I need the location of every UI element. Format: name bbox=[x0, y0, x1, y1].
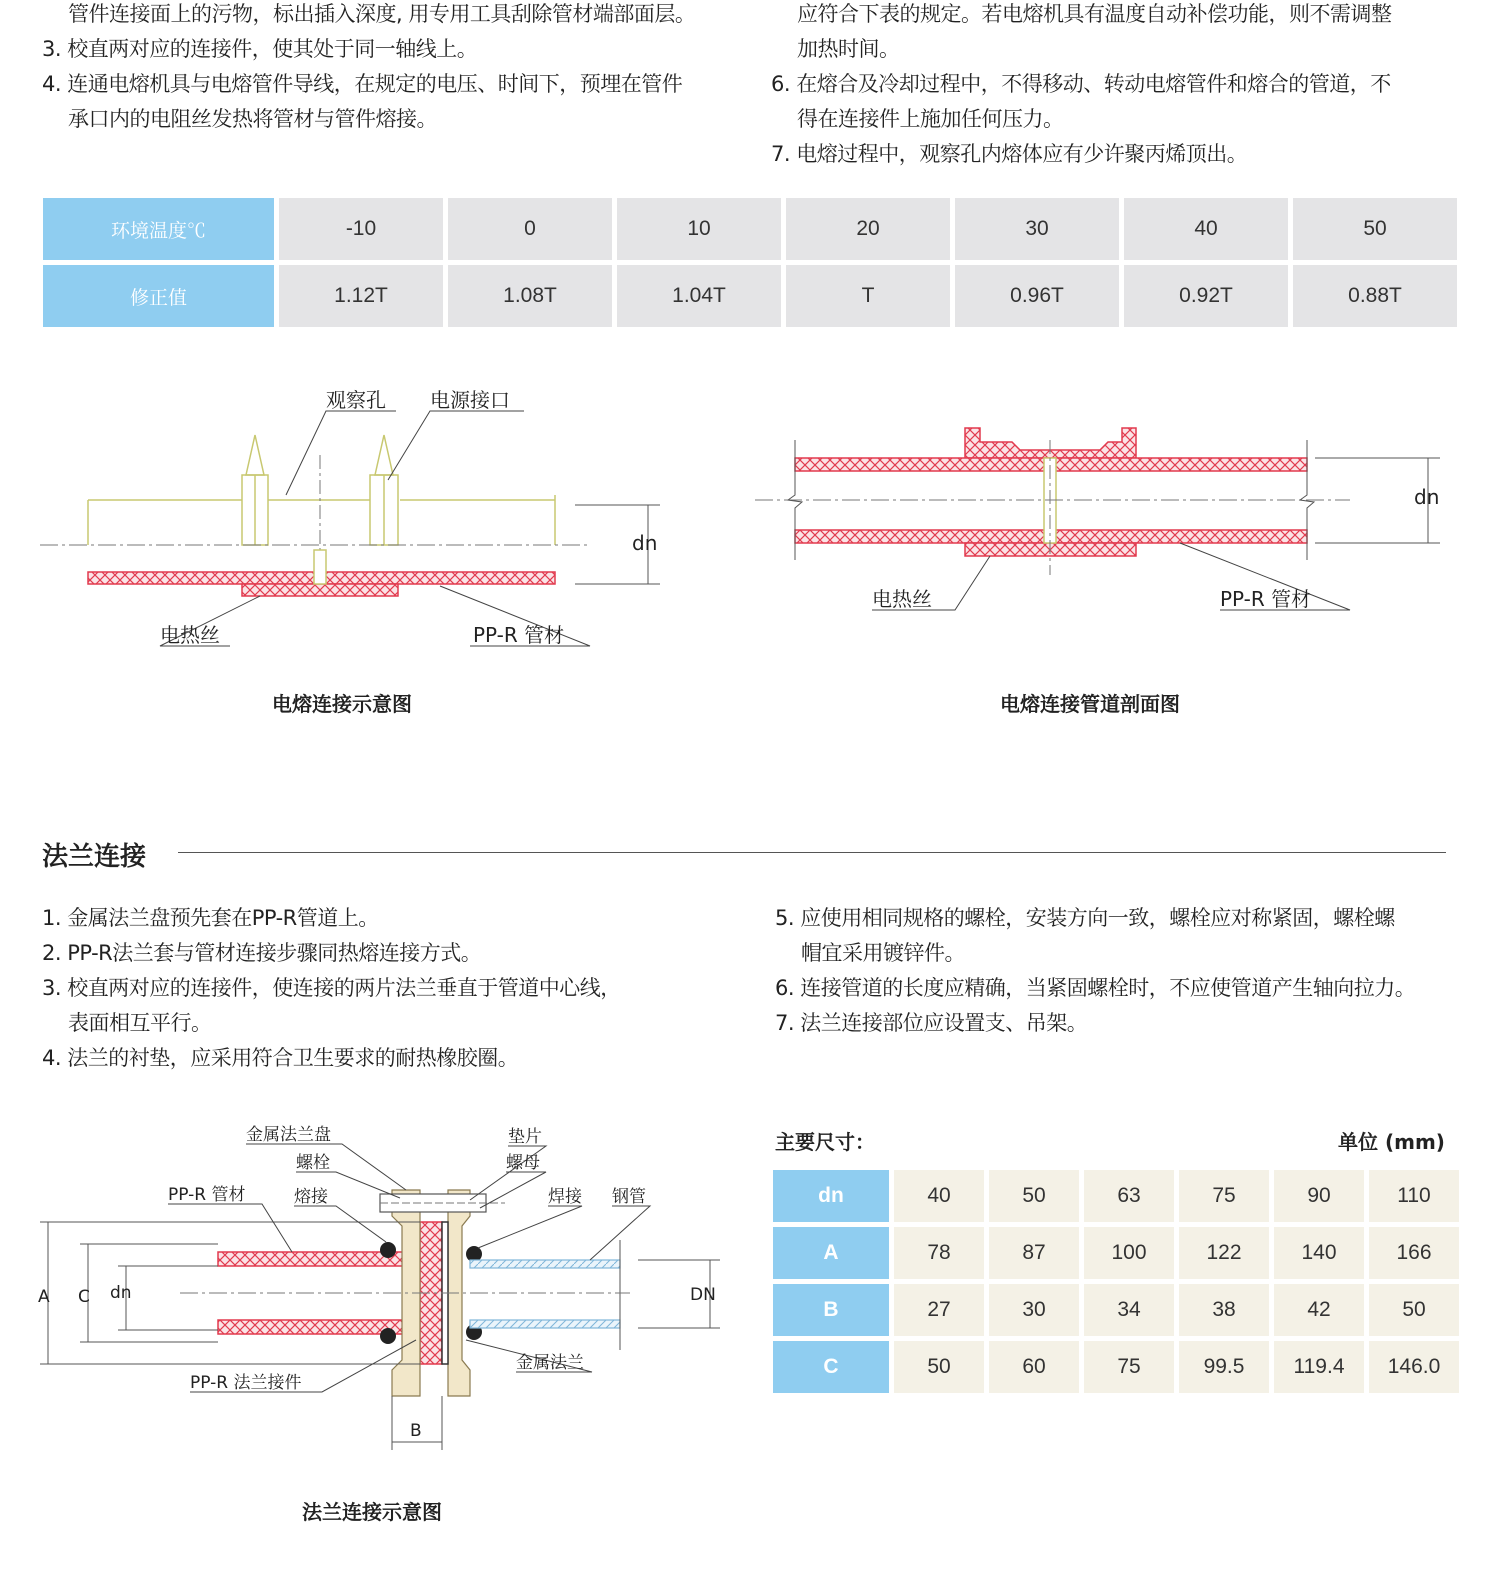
temp-cell: -10 bbox=[279, 198, 443, 260]
section-dn-label: dn bbox=[1414, 485, 1440, 509]
temp-cell: 10 bbox=[617, 198, 781, 260]
observation-hole bbox=[314, 550, 326, 584]
section-ppr-pipe-label: PP-R 管材 bbox=[1220, 587, 1312, 611]
correction-cell: 1.08T bbox=[448, 265, 612, 327]
text-line: 3. 校直两对应的连接件，使其处于同一轴线上。 bbox=[42, 37, 478, 61]
temp-cell: 40 bbox=[1124, 198, 1288, 260]
dim-cell: 87 bbox=[989, 1227, 1079, 1279]
weld-label: 焊接 bbox=[548, 1187, 582, 1207]
correction-cell: 0.96T bbox=[955, 265, 1119, 327]
text-line: 承口内的电阻丝发热将管材与管件熔接。 bbox=[68, 107, 437, 131]
dim-row-header: dn bbox=[773, 1170, 889, 1222]
flange-ppr-pipe-label: PP-R 管材 bbox=[168, 1185, 246, 1205]
nut-label: 螺母 bbox=[506, 1153, 540, 1173]
top-right-text bbox=[771, 0, 1471, 172]
dim-cell: 50 bbox=[894, 1341, 984, 1393]
text-line: 3. 校直两对应的连接件，使连接的两片法兰垂直于管道中心线， bbox=[42, 976, 621, 1000]
heating-wire-label: 电热丝 bbox=[160, 623, 220, 647]
electrofusion-section-diagram bbox=[750, 420, 1460, 620]
steel-pipe-lower bbox=[470, 1320, 620, 1328]
dim-cell: 30 bbox=[989, 1284, 1079, 1336]
text-line: 6. 连接管道的长度应精确，当紧固螺栓时，不应使管道产生轴向拉力。 bbox=[775, 976, 1416, 1000]
flange-left-text bbox=[42, 901, 742, 1076]
text-line: 1. 金属法兰盘预先套在PP-R管道上。 bbox=[42, 906, 379, 930]
text-line: 4. 法兰的衬垫，应采用符合卫生要求的耐热橡胶圈。 bbox=[42, 1046, 519, 1070]
weld-bead-fusion-bottom bbox=[380, 1328, 396, 1344]
text-line: 2. PP-R法兰套与管材连接步骤同热熔连接方式。 bbox=[42, 941, 482, 965]
dim-cell: 122 bbox=[1179, 1227, 1269, 1279]
correction-cell: 1.04T bbox=[617, 265, 781, 327]
diagram1-caption: 电熔连接示意图 bbox=[272, 692, 412, 716]
text-line: 7. 法兰连接部位应设置支、吊架。 bbox=[775, 1011, 1088, 1035]
correction-cell: T bbox=[786, 265, 950, 327]
bolt-label: 螺栓 bbox=[296, 1153, 330, 1173]
section-heating-wire-label: 电热丝 bbox=[872, 587, 932, 611]
top-left-text bbox=[42, 0, 742, 137]
correction-cell: 0.88T bbox=[1293, 265, 1457, 327]
steel-pipe-label: 钢管 bbox=[612, 1187, 646, 1207]
correction-row bbox=[43, 265, 1457, 327]
dim-A-label: A bbox=[38, 1287, 50, 1307]
fitting-socket bbox=[242, 584, 398, 596]
fitting-outline bbox=[88, 435, 555, 545]
text-line: 管件连接面上的污物，标出插入深度, 用专用工具刮除管材端部面层。 bbox=[68, 2, 696, 26]
metal-flange-label: 金属法兰 bbox=[516, 1353, 584, 1373]
ppr-flange-label: PP-R 法兰接件 bbox=[190, 1373, 302, 1393]
dim-cell: 110 bbox=[1369, 1170, 1459, 1222]
diagram3-caption: 法兰连接示意图 bbox=[302, 1500, 442, 1524]
fusion-label: 熔接 bbox=[294, 1187, 328, 1207]
dim-cell: 90 bbox=[1274, 1170, 1364, 1222]
dim-cell: 27 bbox=[894, 1284, 984, 1336]
temp-cell: 50 bbox=[1293, 198, 1457, 260]
text-line: 加热时间。 bbox=[797, 37, 900, 61]
dim-C-label: C bbox=[78, 1287, 90, 1307]
dim-row-c bbox=[773, 1341, 1459, 1393]
correction-cell: 1.12T bbox=[279, 265, 443, 327]
text-line: 应符合下表的规定。若电熔机具有温度自动补偿功能，则不需调整 bbox=[797, 2, 1392, 26]
dim-cell: 34 bbox=[1084, 1284, 1174, 1336]
diagram2-caption: 电熔连接管道剖面图 bbox=[1000, 692, 1180, 716]
dim-cell: 140 bbox=[1274, 1227, 1364, 1279]
dim-cell: 75 bbox=[1179, 1170, 1269, 1222]
flange-right-text bbox=[775, 901, 1475, 1041]
dim-cell: 119.4 bbox=[1274, 1341, 1364, 1393]
dim-dn-label: dn bbox=[110, 1283, 132, 1303]
steel-pipe-upper bbox=[470, 1260, 620, 1268]
leader-lines bbox=[160, 411, 590, 646]
correction-cell: 0.92T bbox=[1124, 265, 1288, 327]
text-line: 7. 电熔过程中，观察孔内熔体应有少许聚丙烯顶出。 bbox=[771, 142, 1248, 166]
text-line: 4. 连通电熔机具与电熔管件导线，在规定的电压、时间下，预埋在管件 bbox=[42, 72, 683, 96]
text-line: 6. 在熔合及冷却过程中，不得移动、转动电熔管件和熔合的管道，不 bbox=[771, 72, 1391, 96]
power-interface-label: 电源接口 bbox=[430, 388, 510, 412]
dim-row-header: A bbox=[773, 1227, 889, 1279]
dim-cell: 99.5 bbox=[1179, 1341, 1269, 1393]
dim-table-title: 主要尺寸： bbox=[775, 1130, 875, 1154]
dim-DN-label: DN bbox=[690, 1285, 716, 1305]
dim-cell: 50 bbox=[989, 1170, 1079, 1222]
dim-row-a bbox=[773, 1227, 1459, 1279]
temp-cell: 20 bbox=[786, 198, 950, 260]
dimension-table bbox=[768, 1165, 1464, 1398]
section-divider bbox=[178, 852, 1446, 853]
text-line: 得在连接件上施加任何压力。 bbox=[797, 107, 1064, 131]
dim-row-header: B bbox=[773, 1284, 889, 1336]
dim-cell: 42 bbox=[1274, 1284, 1364, 1336]
ppr-pipe-label: PP-R 管材 bbox=[473, 623, 565, 647]
dim-cell: 60 bbox=[989, 1341, 1079, 1393]
header-correction: 修正值 bbox=[43, 265, 274, 327]
section-title: 法兰连接 bbox=[42, 842, 147, 872]
gasket-label: 垫片 bbox=[508, 1127, 542, 1147]
dim-cell: 166 bbox=[1369, 1227, 1459, 1279]
dim-cell: 50 bbox=[1369, 1284, 1459, 1336]
text-line: 表面相互平行。 bbox=[68, 1011, 212, 1035]
temp-cell: 30 bbox=[955, 198, 1119, 260]
temperature-correction-table bbox=[38, 193, 1462, 332]
dim-cell: 78 bbox=[894, 1227, 984, 1279]
metal-flange-plate-label: 金属法兰盘 bbox=[246, 1125, 331, 1145]
text-line: 帽宜采用镀锌件。 bbox=[801, 941, 965, 965]
weld-bead-fusion-top bbox=[380, 1242, 396, 1258]
temperature-row bbox=[43, 198, 1457, 260]
header-temperature: 环境温度℃ bbox=[43, 198, 274, 260]
flange-diagram bbox=[30, 1120, 730, 1460]
dn-label: dn bbox=[632, 531, 658, 555]
dim-row-dn bbox=[773, 1170, 1459, 1222]
dim-cell: 63 bbox=[1084, 1170, 1174, 1222]
dim-cell: 100 bbox=[1084, 1227, 1174, 1279]
temp-cell: 0 bbox=[448, 198, 612, 260]
text-line: 5. 应使用相同规格的螺栓，安装方向一致，螺栓应对称紧固，螺栓螺 bbox=[775, 906, 1395, 930]
dim-cell: 146.0 bbox=[1369, 1341, 1459, 1393]
dim-row-header: C bbox=[773, 1341, 889, 1393]
observation-hole-label: 观察孔 bbox=[326, 388, 386, 412]
dim-cell: 40 bbox=[894, 1170, 984, 1222]
dim-B-label: B bbox=[410, 1421, 422, 1441]
dim-table-unit: 单位 (mm) bbox=[1338, 1130, 1445, 1154]
dim-cell: 38 bbox=[1179, 1284, 1269, 1336]
electrofusion-diagram bbox=[30, 380, 690, 660]
dim-cell: 75 bbox=[1084, 1341, 1174, 1393]
dim-row-b bbox=[773, 1284, 1459, 1336]
